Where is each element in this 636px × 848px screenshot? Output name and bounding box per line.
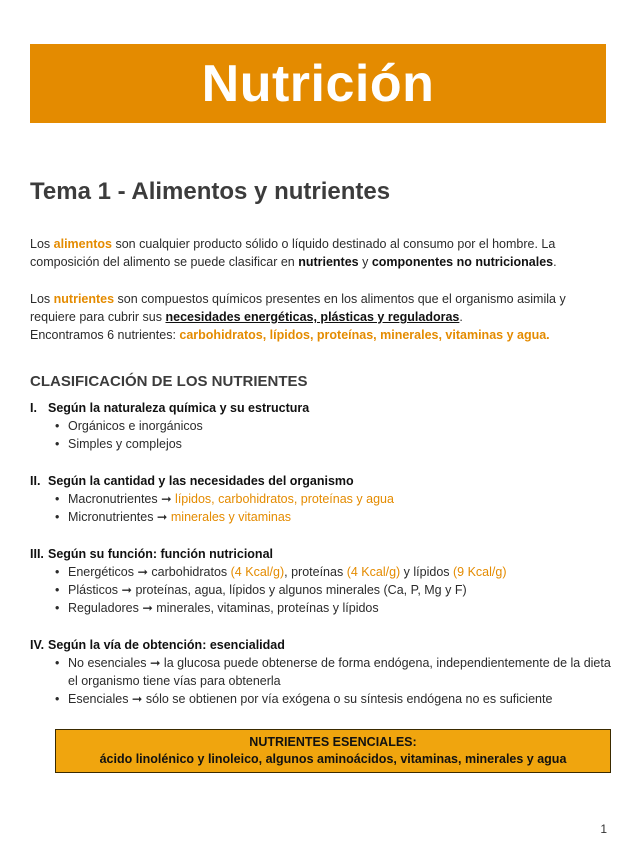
bold-nutrientes: nutrientes: [298, 255, 359, 269]
list-item: [54, 563, 615, 581]
essential-nutrients-box: [55, 729, 611, 773]
text: .: [459, 310, 463, 324]
text: Micronutrientes ➞: [68, 510, 171, 524]
group-title: Según la naturaleza química y su estructura: [48, 401, 310, 415]
roman-numeral: III.: [30, 547, 44, 561]
box-text: ácido linolénico y linoleico, algunos aminoácidos, vitaminas, minerales y agua: [99, 752, 567, 766]
highlight-alimentos: alimentos: [53, 237, 112, 251]
bold-componentes: componentes no nutricionales: [371, 255, 554, 269]
roman-numeral: II.: [30, 474, 41, 488]
classification-title: CLASIFICACIÓN DE LOS NUTRIENTES: [30, 373, 308, 390]
group-heading: [30, 545, 615, 563]
text: , proteínas: [284, 565, 347, 579]
list-item: • No esenciales ➞ la glucosa puede obtenerse de forma endógena, independientemente de la dieta el organismo tiene vías para obtenerla: [54, 654, 615, 690]
highlight-nutrientes: nutrientes: [53, 292, 115, 306]
orange-text: lípidos, carbohidratos, proteínas y agua: [175, 492, 394, 506]
text: .: [553, 255, 557, 269]
roman-numeral: I.: [30, 401, 37, 415]
text: Energéticos ➞ carbohidratos: [68, 565, 231, 579]
title-banner: [30, 44, 606, 123]
text: Los: [30, 237, 54, 251]
paragraph-nutrientes: [30, 290, 615, 344]
orange-text: (9 Kcal/g): [453, 565, 507, 579]
list-item: • Simples y complejos: [54, 435, 615, 453]
group-heading: [30, 399, 615, 417]
list-item: [54, 508, 615, 526]
section-heading: Tema 1 - Alimentos y nutrientes: [30, 178, 391, 205]
classification-group-4: [30, 636, 615, 708]
text: y lípidos: [400, 565, 453, 579]
group-heading: [30, 636, 615, 654]
box-title: NUTRIENTES ESENCIALES:: [249, 735, 417, 749]
orange-text: (4 Kcal/g): [346, 565, 401, 579]
text: son compuestos químicos presentes en los alimentos que el organismo asimila y requiere para cubrir sus: [30, 292, 566, 324]
classification-group-1: [30, 399, 615, 453]
classification-group-3: [30, 545, 615, 617]
list-item: • Orgánicos e inorgánicos: [54, 417, 615, 435]
list-item: • Plásticos ➞ proteínas, agua, lípidos y algunos minerales (Ca, P, Mg y F): [54, 581, 615, 599]
paragraph-alimentos: [30, 235, 615, 271]
page-number: 1: [600, 822, 607, 836]
text: Los: [30, 292, 54, 306]
group-title: Según su función: función nutricional: [48, 547, 273, 561]
text: y: [358, 255, 372, 269]
text: Encontramos 6 nutrientes:: [30, 328, 180, 342]
highlight-six-nutrients: carbohidratos, lípidos, proteínas, minerales, vitaminas y agua.: [179, 328, 550, 342]
underlined-necesidades: necesidades energéticas, plásticas y reguladoras: [165, 310, 460, 324]
classification-group-2: [30, 472, 615, 526]
group-heading: [30, 472, 615, 490]
orange-text: minerales y vitaminas: [170, 510, 292, 524]
group-title: Según la cantidad y las necesidades del organismo: [48, 474, 354, 488]
text: son cualquier producto sólido o líquido destinado al consumo por el hombre. La composición del alimento se puede clasificar en: [30, 237, 556, 269]
group-title: Según la vía de obtención: esencialidad: [48, 638, 285, 652]
list-item: • Esenciales ➞ sólo se obtienen por vía exógena o su síntesis endógena no es suficiente: [54, 690, 615, 708]
list-item: [54, 490, 615, 508]
orange-text: (4 Kcal/g): [230, 565, 285, 579]
roman-numeral: IV.: [30, 638, 45, 652]
page-title: Nutrición: [201, 54, 435, 113]
list-item: • Reguladores ➞ minerales, vitaminas, proteínas y lípidos: [54, 599, 615, 617]
text: Macronutrientes ➞: [68, 492, 176, 506]
